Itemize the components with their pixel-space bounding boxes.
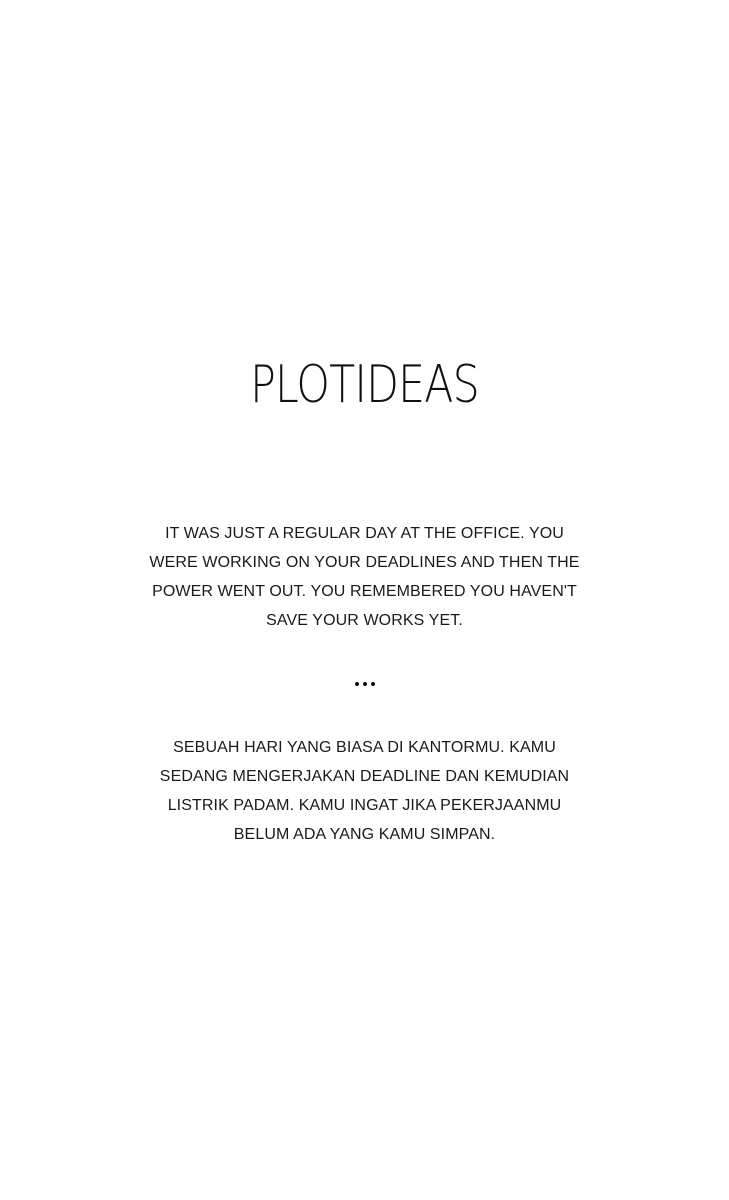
dot-icon [363,682,367,686]
dot-icon [355,682,359,686]
page-title: PLOTIDEAS [250,355,479,415]
dot-icon [371,682,375,686]
prompt-paragraph-indonesian: SEBUAH HARI YANG BIASA DI KANTORMU. KAMU SEDANG MENGERJAKAN DEADLINE DAN KEMUDIAN LISTRIK PADAM. KAMU INGAT JIKA PEKERJAANMU BELUM ADA YANG KAMU SIMPAN. [159,739,570,843]
ellipsis-separator-icon [0,682,729,686]
prompt-paragraph-english: IT WAS JUST A REGULAR DAY AT THE OFFICE. YOU WERE WORKING ON YOUR DEADLINES AND THEN THE POWER WENT OUT. YOU REMEMBERED YOU HAVEN'T SAVE YOUR WORKS YET. [149,525,580,629]
